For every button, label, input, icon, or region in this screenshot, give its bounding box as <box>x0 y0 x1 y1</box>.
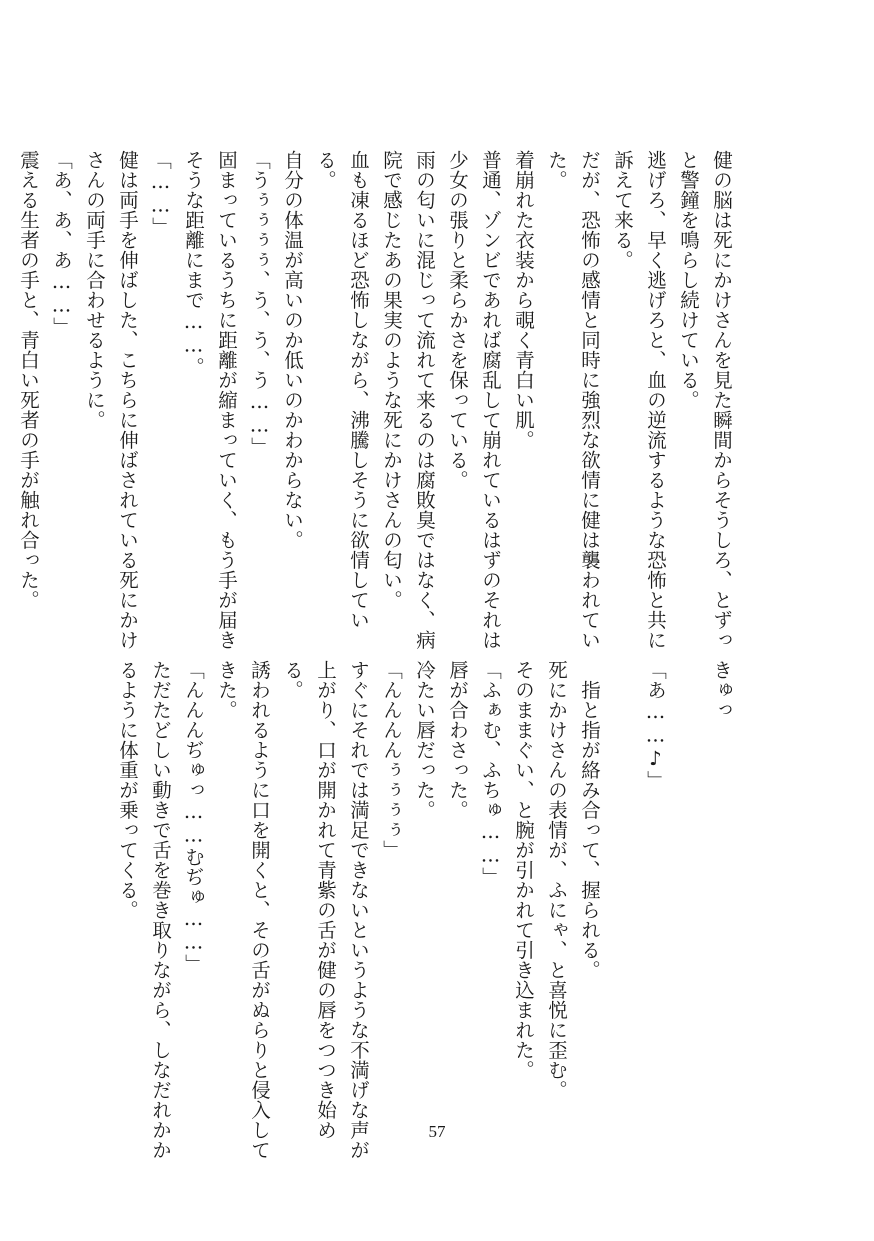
text-line: ただたどしい動きで舌を巻き取りながら、しなだれかか <box>149 660 172 1160</box>
text-line: 訴えて来る。 <box>611 150 634 270</box>
text-line: る。 <box>314 150 337 190</box>
text-line: る。 <box>281 660 304 700</box>
text-line: だが、恐怖の感情と同時に強烈な欲情に健は襲われてい <box>578 150 601 650</box>
page-number: 57 <box>428 1122 446 1141</box>
text-line: きゅっ <box>710 660 733 720</box>
text-line: 「……」 <box>149 150 172 237</box>
text-line: と警鐘を鳴らし続けている。 <box>677 150 700 410</box>
text-line: 「ふぁむ、ふちゅ……」 <box>479 660 502 887</box>
text-line: 上がり、口が開かれて青紫の舌が健の唇をつつき始め <box>314 660 337 1140</box>
text-line: 「あ……♪」 <box>644 660 667 791</box>
top-text-block <box>12 150 738 650</box>
text-line: た。 <box>545 150 568 190</box>
text-line: 震える生者の手と、青白い死者の手が触れ合った。 <box>17 150 40 610</box>
text-line: 院で感じたあの果実のような死にかけさんの匂い。 <box>380 150 403 610</box>
text-line: 死にかけさんの表情が、ふにゃ、と喜悦に歪む。 <box>545 660 568 1100</box>
text-line: 健の脳は死にかけさんを見た瞬間からそうしろ、とずっ <box>710 150 733 650</box>
text-line: 「あ、あ、あ……」 <box>50 150 73 337</box>
text-line: 「んんんぢゅっ……むぢゅ……」 <box>182 660 205 974</box>
text-line: そのままぐい、と腕が引かれて引き込まれた。 <box>512 660 535 1080</box>
text-line: 普通、ゾンビであれば腐乱して崩れているはずのそれは <box>479 150 502 650</box>
text-line: るように体重が乗ってくる。 <box>116 660 139 920</box>
text-line: 冷たい唇だった。 <box>413 660 436 820</box>
text-line: 唇が合わさった。 <box>446 660 469 820</box>
text-line: 少女の張りと柔らかさを保っている。 <box>446 150 469 490</box>
text-line: 指と指が絡み合って、握られる。 <box>578 660 601 980</box>
text-line: 自分の体温が高いのか低いのかわからない。 <box>281 150 304 550</box>
text-line: 「んんんんぅぅぅぅ」 <box>380 660 403 860</box>
text-line: 逃げろ、早く逃げろと、血の逆流するような恐怖と共に <box>644 150 667 650</box>
blank-line <box>672 660 705 1100</box>
text-line: 「うぅぅぅぅ、う、う、う……」 <box>248 150 271 457</box>
blank-line <box>606 660 639 1100</box>
text-line: 着崩れた衣装から覗く青白い肌。 <box>512 150 535 450</box>
text-line: きた。 <box>215 660 238 720</box>
text-line: 雨の匂いに混じって流れて来るのは腐敗臭ではなく、病 <box>413 150 436 650</box>
text-line: すぐにそれでは満足できないというような不満げな声が <box>347 660 370 1160</box>
text-line: 誘われるように口を開くと、その舌がぬらりと侵入して <box>248 660 271 1160</box>
text-line: さんの両手に合わせるように。 <box>83 150 106 430</box>
text-line: 血も凍るほど恐怖しながら、沸騰しそうに欲情してい <box>347 150 370 630</box>
text-line: 健は両手を伸ばした、こちらに伸ばされている死にかけ <box>116 150 139 650</box>
text-line: そうな距離にまで……。 <box>182 150 205 377</box>
text-line: 固まっているうちに距離が縮まっていく、もう手が届き <box>215 150 238 650</box>
